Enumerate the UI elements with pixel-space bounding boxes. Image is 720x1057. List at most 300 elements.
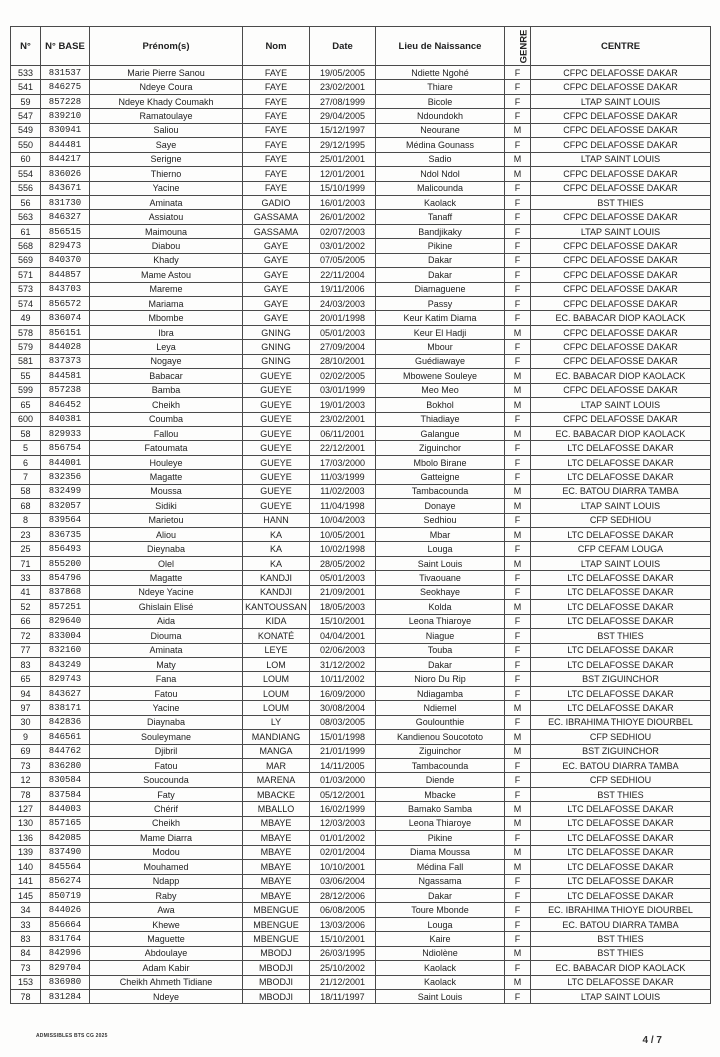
cell-prenom: Saye <box>90 138 243 152</box>
cell-nom: FAYE <box>243 181 310 195</box>
cell-date: 31/12/2002 <box>310 657 376 671</box>
cell-base: 829933 <box>41 426 90 440</box>
cell-lieu: Goulounthie <box>376 715 505 729</box>
cell-lieu: Ziguinchor <box>376 441 505 455</box>
cell-nom: LY <box>243 715 310 729</box>
cell-nom: FAYE <box>243 138 310 152</box>
table-row <box>11 354 711 368</box>
cell-lieu: Dakar <box>376 268 505 282</box>
cell-genre: M <box>505 730 531 744</box>
cell-nom: HANN <box>243 513 310 527</box>
cell-genre: M <box>505 556 531 570</box>
cell-base: 843627 <box>41 686 90 700</box>
cell-base: 837868 <box>41 585 90 599</box>
table-row <box>11 571 711 585</box>
cell-base: 839564 <box>41 513 90 527</box>
cell-prenom: Assiatou <box>90 210 243 224</box>
cell-lieu: Médina Gounass <box>376 138 505 152</box>
cell-lieu: Tambacounda <box>376 484 505 498</box>
cell-base: 846561 <box>41 730 90 744</box>
cell-lieu: Ndiagamba <box>376 686 505 700</box>
cell-centre: LTC DELAFOSSE DAKAR <box>531 888 711 902</box>
cell-genre: F <box>505 455 531 469</box>
table-row <box>11 744 711 758</box>
cell-nom: FAYE <box>243 109 310 123</box>
table-row <box>11 426 711 440</box>
table-row <box>11 167 711 181</box>
admissibles-table <box>10 26 711 1004</box>
cell-num: 556 <box>11 181 41 195</box>
cell-genre: F <box>505 80 531 94</box>
cell-prenom: Aminata <box>90 643 243 657</box>
cell-genre: F <box>505 585 531 599</box>
cell-base: 844026 <box>41 903 90 917</box>
cell-genre: F <box>505 210 531 224</box>
cell-prenom: Diouma <box>90 629 243 643</box>
cell-centre: CFPC DELAFOSSE DAKAR <box>531 297 711 311</box>
cell-lieu: Gatteigne <box>376 470 505 484</box>
cell-centre: EC. BATOU DIARRA TAMBA <box>531 917 711 931</box>
cell-num: 34 <box>11 903 41 917</box>
cell-centre: BST ZIGUINCHOR <box>531 744 711 758</box>
cell-nom: MBAYE <box>243 888 310 902</box>
cell-lieu: Toure Mbonde <box>376 903 505 917</box>
cell-lieu: Donaye <box>376 499 505 513</box>
table-row <box>11 210 711 224</box>
table-row <box>11 600 711 614</box>
cell-centre: LTC DELAFOSSE DAKAR <box>531 455 711 469</box>
cell-centre: BST THIES <box>531 946 711 960</box>
cell-centre: LTAP SAINT LOUIS <box>531 224 711 238</box>
cell-base: 836735 <box>41 528 90 542</box>
cell-nom: MBODJI <box>243 990 310 1004</box>
cell-nom: MBENGUE <box>243 903 310 917</box>
cell-num: 69 <box>11 744 41 758</box>
cell-nom: LOM <box>243 657 310 671</box>
cell-base: 857165 <box>41 816 90 830</box>
cell-num: 59 <box>11 94 41 108</box>
cell-base: 857238 <box>41 383 90 397</box>
cell-date: 27/09/2004 <box>310 340 376 354</box>
cell-lieu: Mbowene Souleye <box>376 369 505 383</box>
cell-lieu: Louga <box>376 917 505 931</box>
cell-lieu: Malicounda <box>376 181 505 195</box>
cell-centre: CFPC DELAFOSSE DAKAR <box>531 167 711 181</box>
cell-date: 21/09/2001 <box>310 585 376 599</box>
cell-prenom: Cheikh <box>90 816 243 830</box>
cell-lieu: Médina Fall <box>376 860 505 874</box>
table-row <box>11 773 711 787</box>
cell-lieu: Neourane <box>376 123 505 137</box>
cell-num: 33 <box>11 571 41 585</box>
cell-base: 829704 <box>41 961 90 975</box>
table-row <box>11 990 711 1004</box>
header-lieu: Lieu de Naissance <box>376 27 505 66</box>
cell-prenom: Djibril <box>90 744 243 758</box>
cell-date: 06/08/2005 <box>310 903 376 917</box>
cell-base: 846452 <box>41 398 90 412</box>
cell-base: 831284 <box>41 990 90 1004</box>
cell-genre: M <box>505 325 531 339</box>
cell-lieu: Leona Thiaroye <box>376 614 505 628</box>
cell-genre: F <box>505 109 531 123</box>
cell-prenom: Diaynaba <box>90 715 243 729</box>
cell-centre: LTC DELAFOSSE DAKAR <box>531 441 711 455</box>
cell-base: 832499 <box>41 484 90 498</box>
cell-num: 5 <box>11 441 41 455</box>
cell-prenom: Mouhamed <box>90 860 243 874</box>
cell-date: 29/04/2005 <box>310 109 376 123</box>
cell-genre: M <box>505 816 531 830</box>
cell-num: 141 <box>11 874 41 888</box>
cell-lieu: Galangue <box>376 426 505 440</box>
cell-date: 28/10/2001 <box>310 354 376 368</box>
cell-prenom: Ndeye Yacine <box>90 585 243 599</box>
cell-num: 599 <box>11 383 41 397</box>
cell-num: 574 <box>11 297 41 311</box>
cell-nom: MBENGUE <box>243 917 310 931</box>
cell-prenom: Awa <box>90 903 243 917</box>
table-row <box>11 585 711 599</box>
cell-lieu: Ndiolène <box>376 946 505 960</box>
table-row <box>11 917 711 931</box>
cell-nom: GAYE <box>243 297 310 311</box>
cell-prenom: Maguette <box>90 932 243 946</box>
cell-centre: EC. IBRAHIMA THIOYE DIOURBEL <box>531 715 711 729</box>
table-row <box>11 152 711 166</box>
cell-date: 04/04/2001 <box>310 629 376 643</box>
cell-prenom: Souleymane <box>90 730 243 744</box>
cell-prenom: Yacine <box>90 181 243 195</box>
cell-genre: F <box>505 195 531 209</box>
cell-genre: F <box>505 94 531 108</box>
cell-nom: MANGA <box>243 744 310 758</box>
cell-prenom: Yacine <box>90 701 243 715</box>
cell-genre: M <box>505 369 531 383</box>
cell-date: 16/09/2000 <box>310 686 376 700</box>
cell-genre: F <box>505 513 531 527</box>
cell-lieu: Tanaff <box>376 210 505 224</box>
cell-base: 839210 <box>41 109 90 123</box>
cell-prenom: Ndeye Coura <box>90 80 243 94</box>
table-row <box>11 138 711 152</box>
table-row <box>11 657 711 671</box>
cell-date: 18/11/1997 <box>310 990 376 1004</box>
cell-centre: LTAP SAINT LOUIS <box>531 94 711 108</box>
cell-nom: GUEYE <box>243 398 310 412</box>
cell-base: 846275 <box>41 80 90 94</box>
cell-centre: CFPC DELAFOSSE DAKAR <box>531 412 711 426</box>
cell-centre: EC. BABACAR DIOP KAOLACK <box>531 369 711 383</box>
cell-genre: M <box>505 845 531 859</box>
cell-genre: M <box>505 975 531 989</box>
footer-title: ADMISSIBLES BTS CG 2025 <box>36 1033 108 1039</box>
cell-nom: LOUM <box>243 672 310 686</box>
table-row <box>11 961 711 975</box>
cell-lieu: Bicole <box>376 94 505 108</box>
cell-prenom: Olel <box>90 556 243 570</box>
cell-centre: CFP SEDHIOU <box>531 773 711 787</box>
table-row <box>11 195 711 209</box>
cell-centre: BST THIES <box>531 195 711 209</box>
table-row <box>11 759 711 773</box>
cell-base: 844857 <box>41 268 90 282</box>
cell-prenom: Fana <box>90 672 243 686</box>
cell-base: 837490 <box>41 845 90 859</box>
cell-date: 10/04/2003 <box>310 513 376 527</box>
table-row <box>11 123 711 137</box>
cell-base: 843249 <box>41 657 90 671</box>
cell-genre: M <box>505 167 531 181</box>
cell-prenom: Mame Diarra <box>90 831 243 845</box>
cell-date: 01/01/2002 <box>310 831 376 845</box>
cell-genre: F <box>505 441 531 455</box>
cell-lieu: Ngassama <box>376 874 505 888</box>
cell-num: 153 <box>11 975 41 989</box>
cell-num: 550 <box>11 138 41 152</box>
cell-centre: CFPC DELAFOSSE DAKAR <box>531 268 711 282</box>
cell-centre: LTC DELAFOSSE DAKAR <box>531 845 711 859</box>
table-row <box>11 239 711 253</box>
cell-lieu: Louga <box>376 542 505 556</box>
cell-date: 28/12/2006 <box>310 888 376 902</box>
cell-genre: F <box>505 138 531 152</box>
cell-centre: CFP SEDHIOU <box>531 513 711 527</box>
cell-genre: M <box>505 802 531 816</box>
cell-nom: GASSAMA <box>243 224 310 238</box>
cell-nom: GNING <box>243 325 310 339</box>
cell-prenom: Thierno <box>90 167 243 181</box>
cell-genre: F <box>505 932 531 946</box>
cell-base: 857228 <box>41 94 90 108</box>
table-row <box>11 441 711 455</box>
cell-genre: F <box>505 657 531 671</box>
cell-num: 30 <box>11 715 41 729</box>
cell-num: 55 <box>11 369 41 383</box>
cell-prenom: Serigne <box>90 152 243 166</box>
cell-centre: CFPC DELAFOSSE DAKAR <box>531 181 711 195</box>
cell-date: 21/12/2001 <box>310 975 376 989</box>
cell-lieu: Bamako Samba <box>376 802 505 816</box>
cell-prenom: Ghislain Elisé <box>90 600 243 614</box>
cell-nom: MARENA <box>243 773 310 787</box>
cell-genre: F <box>505 542 531 556</box>
table-row <box>11 80 711 94</box>
cell-centre: CFPC DELAFOSSE DAKAR <box>531 210 711 224</box>
cell-lieu: Ndol Ndol <box>376 167 505 181</box>
cell-base: 856515 <box>41 224 90 238</box>
cell-prenom: Fatoumata <box>90 441 243 455</box>
cell-genre: F <box>505 990 531 1004</box>
cell-base: 842996 <box>41 946 90 960</box>
cell-nom: MAR <box>243 759 310 773</box>
header-base: N° BASE <box>41 27 90 66</box>
cell-date: 16/01/2003 <box>310 195 376 209</box>
cell-num: 579 <box>11 340 41 354</box>
table-row <box>11 686 711 700</box>
cell-lieu: Nioro Du Rip <box>376 672 505 686</box>
table-row <box>11 556 711 570</box>
cell-genre: F <box>505 888 531 902</box>
cell-base: 836980 <box>41 975 90 989</box>
cell-prenom: Leya <box>90 340 243 354</box>
cell-prenom: Cheikh <box>90 398 243 412</box>
cell-genre: F <box>505 571 531 585</box>
cell-base: 843671 <box>41 181 90 195</box>
header-nom: Nom <box>243 27 310 66</box>
cell-centre: CFPC DELAFOSSE DAKAR <box>531 354 711 368</box>
cell-prenom: Maty <box>90 657 243 671</box>
cell-date: 05/01/2003 <box>310 325 376 339</box>
cell-num: 83 <box>11 932 41 946</box>
cell-centre: LTC DELAFOSSE DAKAR <box>531 528 711 542</box>
table-row <box>11 455 711 469</box>
cell-centre: LTC DELAFOSSE DAKAR <box>531 831 711 845</box>
cell-genre: F <box>505 903 531 917</box>
cell-base: 845564 <box>41 860 90 874</box>
cell-base: 856151 <box>41 325 90 339</box>
cell-date: 25/01/2001 <box>310 152 376 166</box>
cell-genre: F <box>505 470 531 484</box>
cell-centre: LTC DELAFOSSE DAKAR <box>531 643 711 657</box>
cell-lieu: Saint Louis <box>376 990 505 1004</box>
cell-num: 58 <box>11 426 41 440</box>
cell-centre: LTC DELAFOSSE DAKAR <box>531 701 711 715</box>
cell-nom: GUEYE <box>243 455 310 469</box>
cell-nom: MBACKE <box>243 787 310 801</box>
cell-lieu: Kaolack <box>376 975 505 989</box>
cell-nom: MBENGUE <box>243 932 310 946</box>
cell-date: 03/06/2004 <box>310 874 376 888</box>
cell-base: 854796 <box>41 571 90 585</box>
cell-prenom: Khewe <box>90 917 243 931</box>
header-centre: CENTRE <box>531 27 711 66</box>
cell-genre: F <box>505 354 531 368</box>
table-row <box>11 311 711 325</box>
cell-num: 52 <box>11 600 41 614</box>
cell-num: 23 <box>11 528 41 542</box>
cell-nom: LOUM <box>243 701 310 715</box>
cell-nom: LEYE <box>243 643 310 657</box>
cell-nom: GAYE <box>243 253 310 267</box>
page-number: 4 / 7 <box>642 1035 662 1046</box>
cell-date: 13/03/2006 <box>310 917 376 931</box>
cell-genre: F <box>505 412 531 426</box>
table-row <box>11 109 711 123</box>
cell-prenom: Dieynaba <box>90 542 243 556</box>
cell-lieu: Meo Meo <box>376 383 505 397</box>
cell-nom: KANTOUSSAN <box>243 600 310 614</box>
cell-nom: GUEYE <box>243 484 310 498</box>
cell-genre: F <box>505 759 531 773</box>
cell-num: 60 <box>11 152 41 166</box>
cell-prenom: Sidiki <box>90 499 243 513</box>
cell-num: 83 <box>11 657 41 671</box>
cell-prenom: Coumba <box>90 412 243 426</box>
cell-centre: LTC DELAFOSSE DAKAR <box>531 600 711 614</box>
cell-lieu: Sedhiou <box>376 513 505 527</box>
table-row <box>11 470 711 484</box>
cell-centre: CFPC DELAFOSSE DAKAR <box>531 253 711 267</box>
cell-genre: F <box>505 961 531 975</box>
cell-date: 15/10/1999 <box>310 181 376 195</box>
cell-nom: MBODJ <box>243 946 310 960</box>
cell-base: 837584 <box>41 787 90 801</box>
cell-nom: GAYE <box>243 239 310 253</box>
cell-prenom: Aliou <box>90 528 243 542</box>
cell-lieu: Ndiette Ngohé <box>376 66 505 80</box>
table-row <box>11 672 711 686</box>
cell-prenom: Ramatoulaye <box>90 109 243 123</box>
cell-num: 145 <box>11 888 41 902</box>
cell-lieu: Kaolack <box>376 961 505 975</box>
cell-date: 23/02/2001 <box>310 80 376 94</box>
cell-lieu: Mbar <box>376 528 505 542</box>
cell-lieu: Keur El Hadji <box>376 325 505 339</box>
cell-base: 840370 <box>41 253 90 267</box>
cell-genre: M <box>505 398 531 412</box>
table-body <box>11 66 711 1004</box>
cell-base: 830941 <box>41 123 90 137</box>
cell-nom: KANDJI <box>243 571 310 585</box>
cell-lieu: Guédiawaye <box>376 354 505 368</box>
cell-centre: CFP CEFAM LOUGA <box>531 542 711 556</box>
cell-lieu: Mbacke <box>376 787 505 801</box>
cell-genre: F <box>505 253 531 267</box>
cell-lieu: Pikine <box>376 831 505 845</box>
cell-base: 844481 <box>41 138 90 152</box>
cell-prenom: Magatte <box>90 470 243 484</box>
cell-date: 10/10/2001 <box>310 860 376 874</box>
cell-genre: F <box>505 282 531 296</box>
cell-genre: F <box>505 181 531 195</box>
table-row <box>11 513 711 527</box>
table-row <box>11 946 711 960</box>
cell-lieu: Sadio <box>376 152 505 166</box>
cell-num: 73 <box>11 961 41 975</box>
cell-lieu: Kaire <box>376 932 505 946</box>
cell-base: 844003 <box>41 802 90 816</box>
cell-prenom: Aida <box>90 614 243 628</box>
cell-date: 03/01/1999 <box>310 383 376 397</box>
cell-centre: CFPC DELAFOSSE DAKAR <box>531 109 711 123</box>
cell-num: 84 <box>11 946 41 960</box>
cell-date: 12/01/2001 <box>310 167 376 181</box>
header-prenom: Prénom(s) <box>90 27 243 66</box>
cell-nom: GUEYE <box>243 412 310 426</box>
cell-genre: F <box>505 831 531 845</box>
cell-prenom: Fatou <box>90 686 243 700</box>
table-row <box>11 253 711 267</box>
cell-genre: F <box>505 715 531 729</box>
cell-centre: LTC DELAFOSSE DAKAR <box>531 975 711 989</box>
table-row <box>11 94 711 108</box>
cell-base: 833004 <box>41 629 90 643</box>
cell-genre: M <box>505 701 531 715</box>
cell-num: 12 <box>11 773 41 787</box>
table-row <box>11 816 711 830</box>
cell-centre: LTC DELAFOSSE DAKAR <box>531 816 711 830</box>
cell-nom: GADIO <box>243 195 310 209</box>
cell-base: 840381 <box>41 412 90 426</box>
cell-num: 56 <box>11 195 41 209</box>
cell-date: 19/11/2006 <box>310 282 376 296</box>
cell-num: 130 <box>11 816 41 830</box>
cell-base: 829473 <box>41 239 90 253</box>
cell-num: 78 <box>11 990 41 1004</box>
cell-num: 49 <box>11 311 41 325</box>
cell-date: 15/12/1997 <box>310 123 376 137</box>
